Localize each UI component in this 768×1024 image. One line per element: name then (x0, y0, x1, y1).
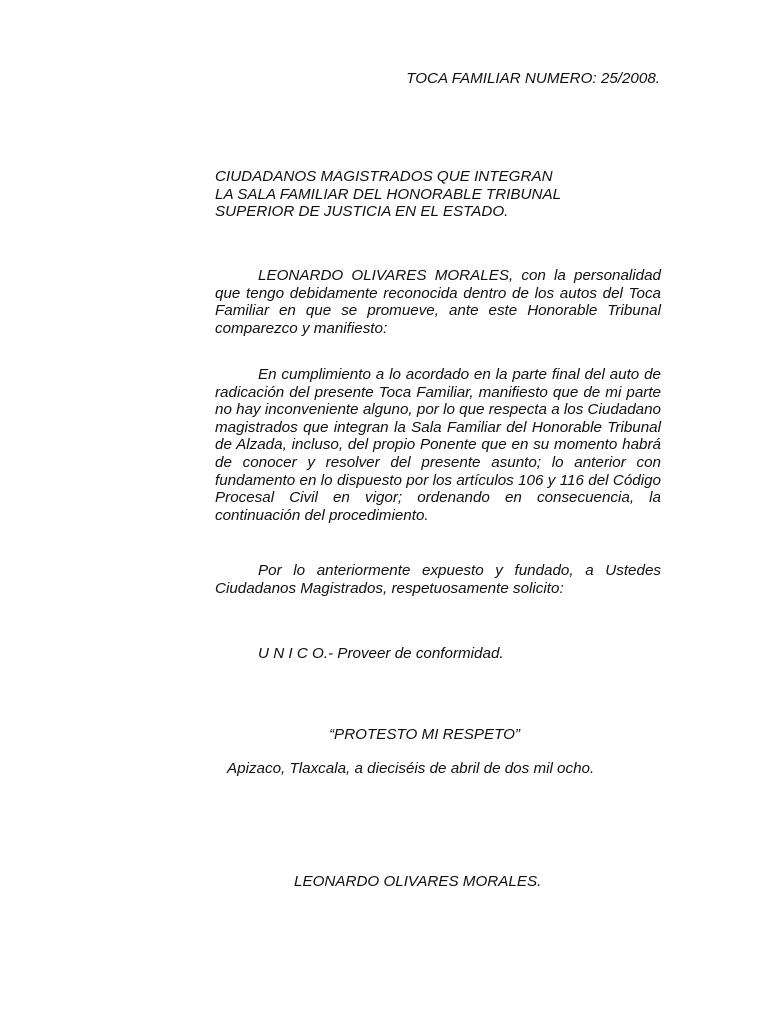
paragraph-introduction: LEONARDO OLIVARES MORALES, con la personalidad que tengo debidamente reconocida dentro de los autos del Toca Familiar en que se promueve, ante este Honorable Tribunal comparezco y manifiesto: (215, 267, 661, 337)
paragraph-statement: En cumplimiento a lo acordado en la parte final del auto de radicación del presente Toca Familiar, manifiesto que de mi parte no hay inconveniente alguno, por lo que respecta a los Ciudadano magistrados que integran la Sala Familiar del Honorable Tribunal de Alzada, incluso, del propio Ponente que en su momento habrá de conocer y resolver del presente asunto; lo anterior con fundamento en lo dispuesto por los artículos 106 y 116 del Código Procesal Civil en vigor; ordenando en consecuencia, la continuación del procedimiento. (215, 366, 661, 524)
place-and-date: Apizaco, Tlaxcala, a dieciséis de abril de dos mil ocho. (227, 760, 595, 777)
paragraph-request-intro: Por lo anteriormente expuesto y fundado, a Ustedes Ciudadanos Magistrados, respetuosamente solicito: (215, 562, 661, 597)
request-item: U N I C O.- Proveer de conformidad. (258, 645, 504, 662)
addressee-line: CIUDADANOS MAGISTRADOS QUE INTEGRAN (215, 168, 553, 185)
signature-name: LEONARDO OLIVARES MORALES. (294, 873, 542, 890)
case-number: TOCA FAMILIAR NUMERO: 25/2008. (406, 70, 660, 87)
addressee-line: LA SALA FAMILIAR DEL HONORABLE TRIBUNAL (215, 185, 562, 203)
addressee-block (215, 168, 661, 221)
addressee-line: SUPERIOR DE JUSTICIA EN EL ESTADO. (215, 203, 509, 220)
closing-formula: “PROTESTO MI RESPETO” (329, 726, 520, 743)
